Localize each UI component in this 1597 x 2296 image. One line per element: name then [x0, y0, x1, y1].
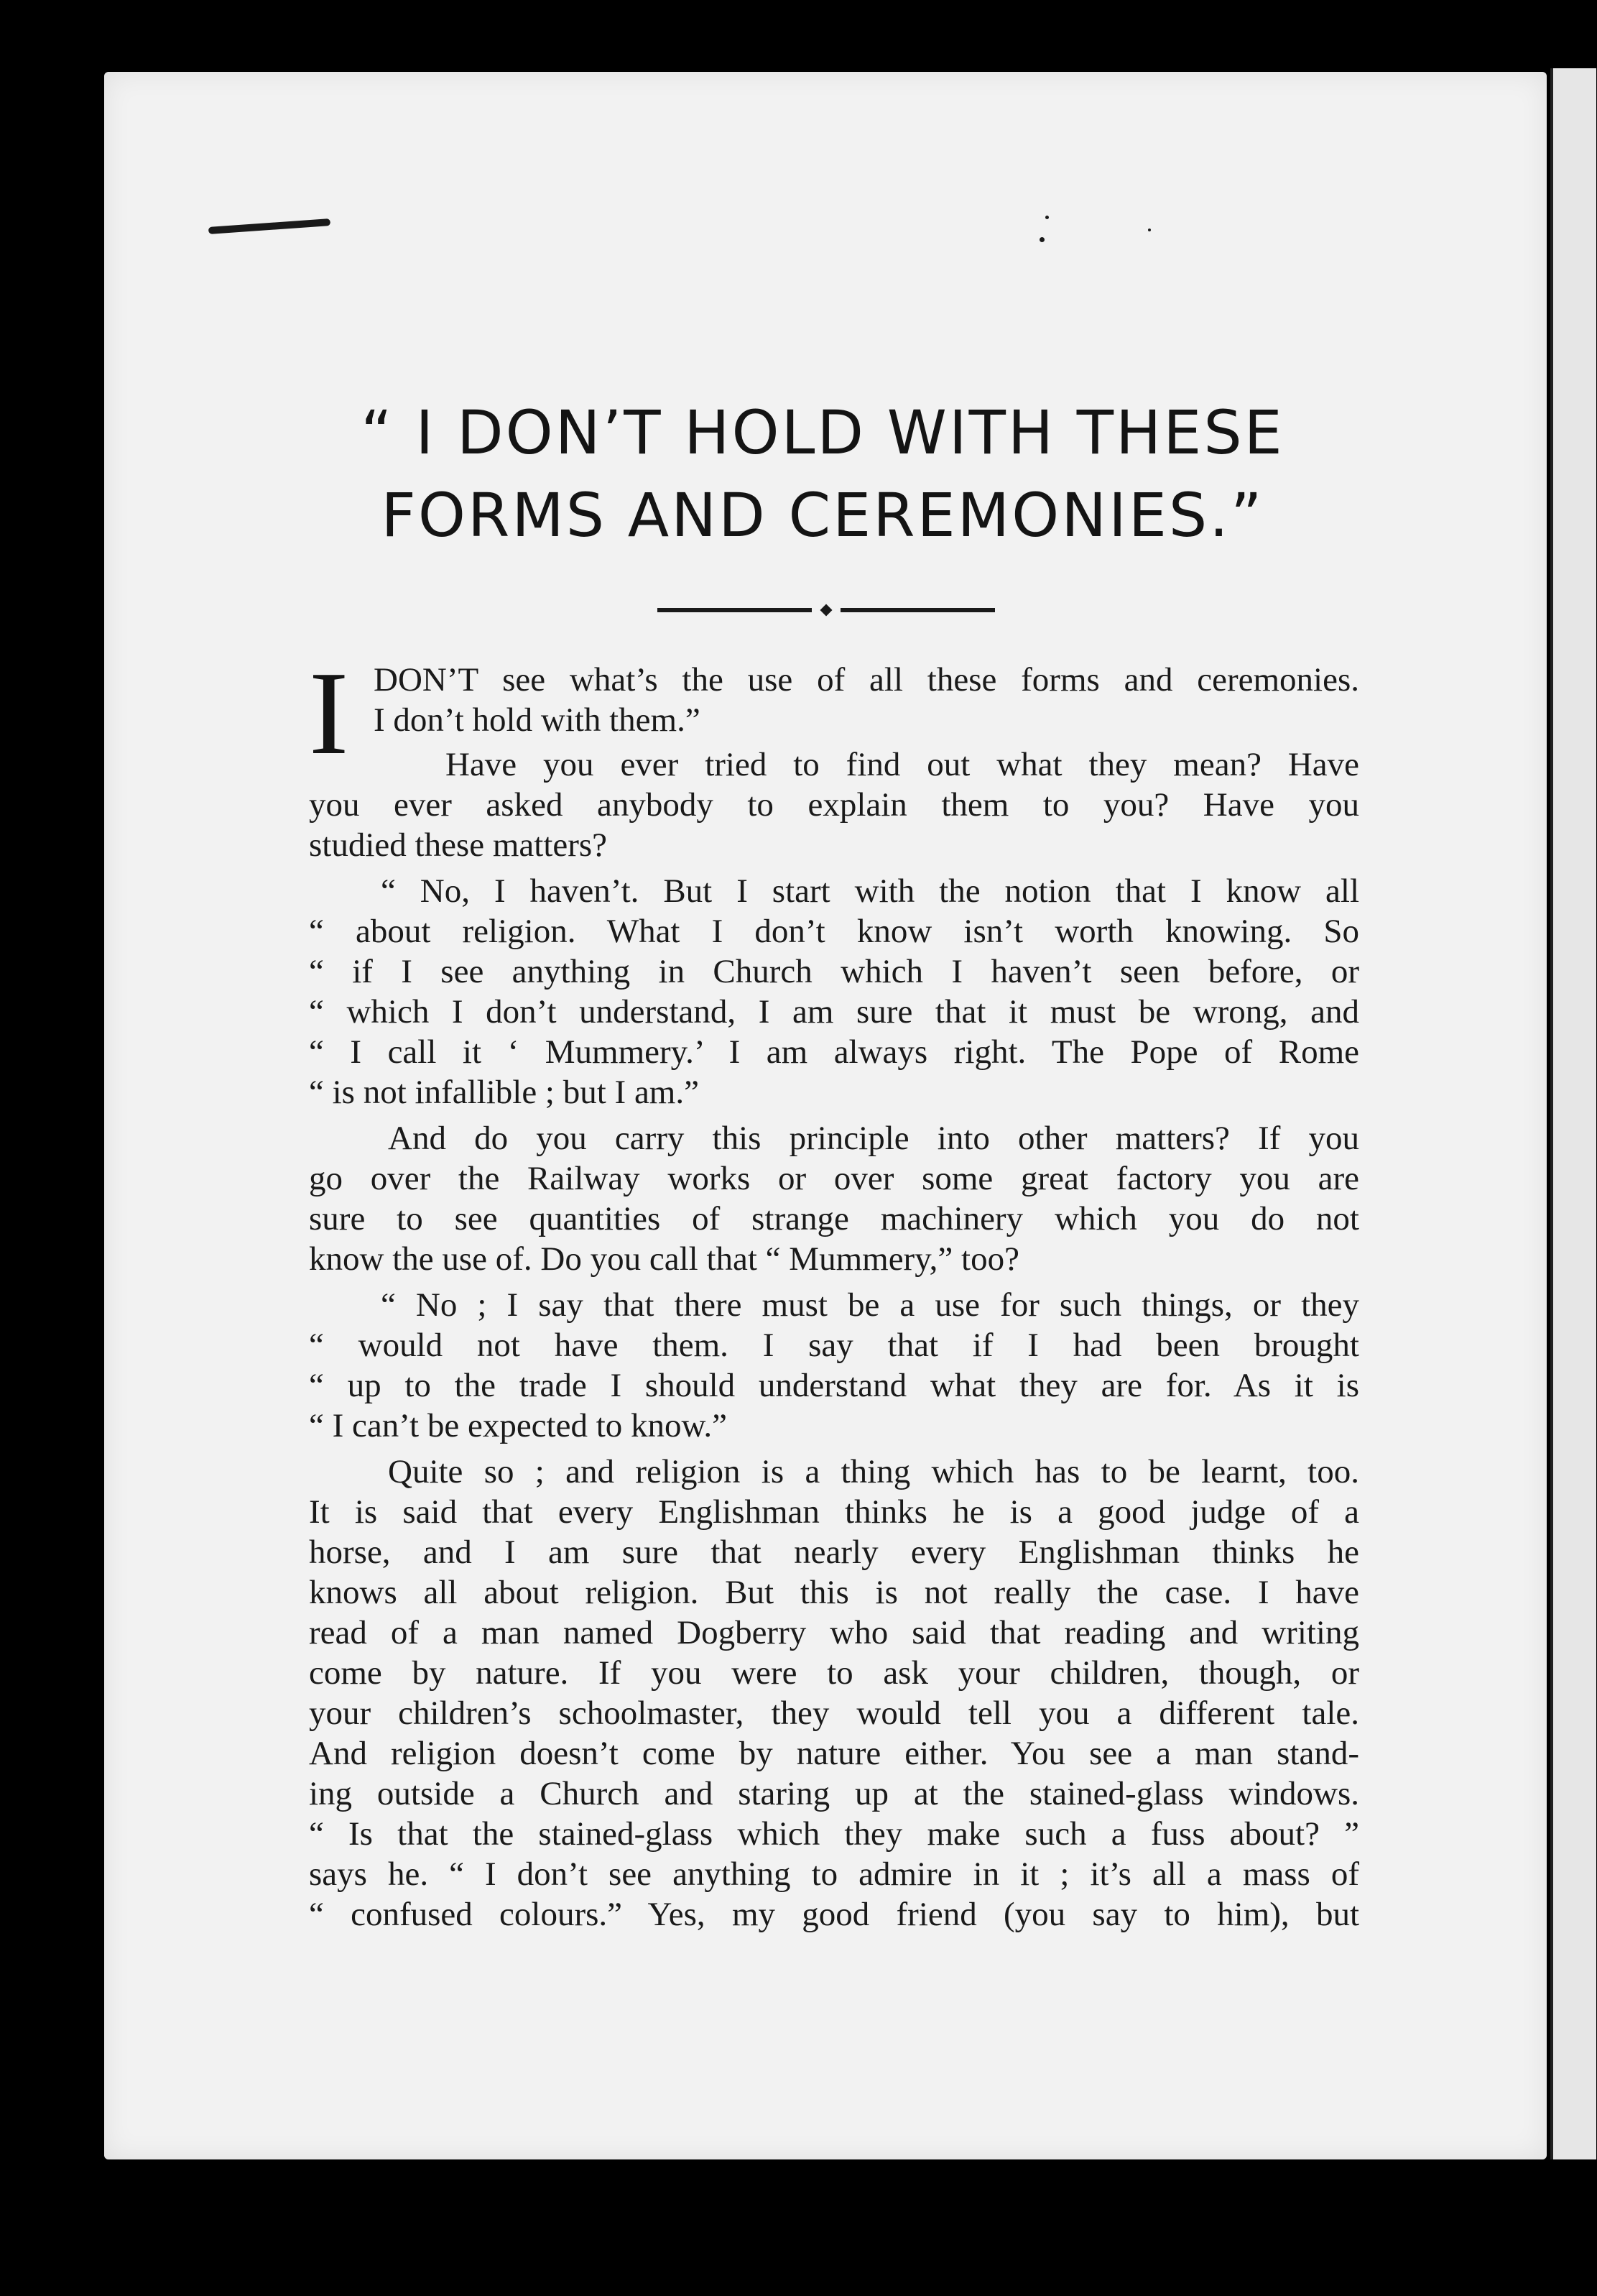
text-line: “ No, I haven’t. But I start with the notion that I know all: [381, 872, 1359, 910]
page-title: [273, 392, 1372, 557]
text-line: Have you ever tried to find out what they mean? Have: [445, 746, 1359, 783]
text-line: “ I can’t be expected to know.”: [309, 1407, 728, 1444]
paragraph: [309, 1452, 1359, 1935]
scan-blemish: [1148, 229, 1151, 231]
paragraph: [309, 871, 1359, 1112]
title-line-1: “ I DON’T HOLD WITH THESE: [361, 397, 1284, 468]
adjacent-page-edge: [1550, 68, 1596, 2159]
text-line: It is said that every Englishman thinks he is a good judge of a: [309, 1493, 1359, 1531]
text-line: And do you carry this principle into other matters? If you: [388, 1120, 1359, 1157]
text-line: says he. “ I don’t see anything to admire in it ; it’s all a mass of: [309, 1855, 1359, 1893]
divider-diamond-icon: [820, 604, 833, 617]
paragraph: [309, 744, 1359, 865]
text-line: come by nature. If you were to ask your children, though, or: [309, 1654, 1359, 1692]
text-line: know the use of. Do you call that “ Mummery,” too?: [309, 1240, 1019, 1278]
title-ornament-divider: [657, 605, 995, 615]
text-line: horse, and I am sure that nearly every Englishman thinks he: [309, 1534, 1359, 1571]
text-line: I don’t hold with them.”: [374, 701, 700, 739]
opening-text: [374, 660, 1359, 740]
text-line: knows all about religion. But this is not really the case. I have: [309, 1574, 1359, 1611]
text-line: “ No ; I say that there must be a use for such things, or they: [381, 1286, 1359, 1324]
text-line: And religion doesn’t come by nature either. You see a man stand-: [309, 1735, 1359, 1772]
text-line: Quite so ; and religion is a thing which has to be learnt, too.: [388, 1453, 1359, 1490]
text-line: studied these matters?: [309, 826, 608, 864]
drop-cap: I: [309, 647, 349, 779]
paragraph: [309, 1285, 1359, 1446]
text-line: “ would not have them. I say that if I had been brought: [309, 1327, 1359, 1364]
text-line: “ if I see anything in Church which I haven’t seen before, or: [309, 953, 1359, 990]
text-line: read of a man named Dogberry who said that reading and writing: [309, 1614, 1359, 1651]
text-line: go over the Railway works or over some great factory you are: [309, 1160, 1359, 1197]
text-line: you ever asked anybody to explain them to you? Have you: [309, 786, 1359, 824]
text-line: DON’T see what’s the use of all these forms and ceremonies.: [374, 661, 1359, 699]
article-body: [309, 647, 1359, 1940]
text-line: “ is not infallible ; but I am.”: [309, 1074, 699, 1111]
title-line-2: FORMS AND CEREMONIES.”: [381, 480, 1264, 550]
scan-blemish: [1040, 237, 1045, 242]
text-line: “ Is that the stained-glass which they make such a fuss about? ”: [309, 1815, 1359, 1853]
divider-bar-right: [841, 608, 995, 612]
text-line: ing outside a Church and staring up at the stained-glass windows.: [309, 1775, 1359, 1812]
text-line: sure to see quantities of strange machinery which you do not: [309, 1200, 1359, 1237]
text-line: your children’s schoolmaster, they would tell you a different tale.: [309, 1695, 1359, 1732]
text-line: “ which I don’t understand, I am sure that it must be wrong, and: [309, 993, 1359, 1031]
text-line: “ up to the trade I should understand what they are for. As it is: [309, 1367, 1359, 1404]
text-line: “ I call it ‘ Mummery.’ I am always right. The Pope of Rome: [309, 1033, 1359, 1071]
text-line: “ about religion. What I don’t know isn’t worth knowing. So: [309, 913, 1359, 950]
scan-blemish: [1045, 216, 1049, 219]
paragraph: [309, 1118, 1359, 1279]
text-line: “ confused colours.” Yes, my good friend (you say to him), but: [309, 1896, 1359, 1933]
divider-bar-left: [657, 608, 812, 612]
